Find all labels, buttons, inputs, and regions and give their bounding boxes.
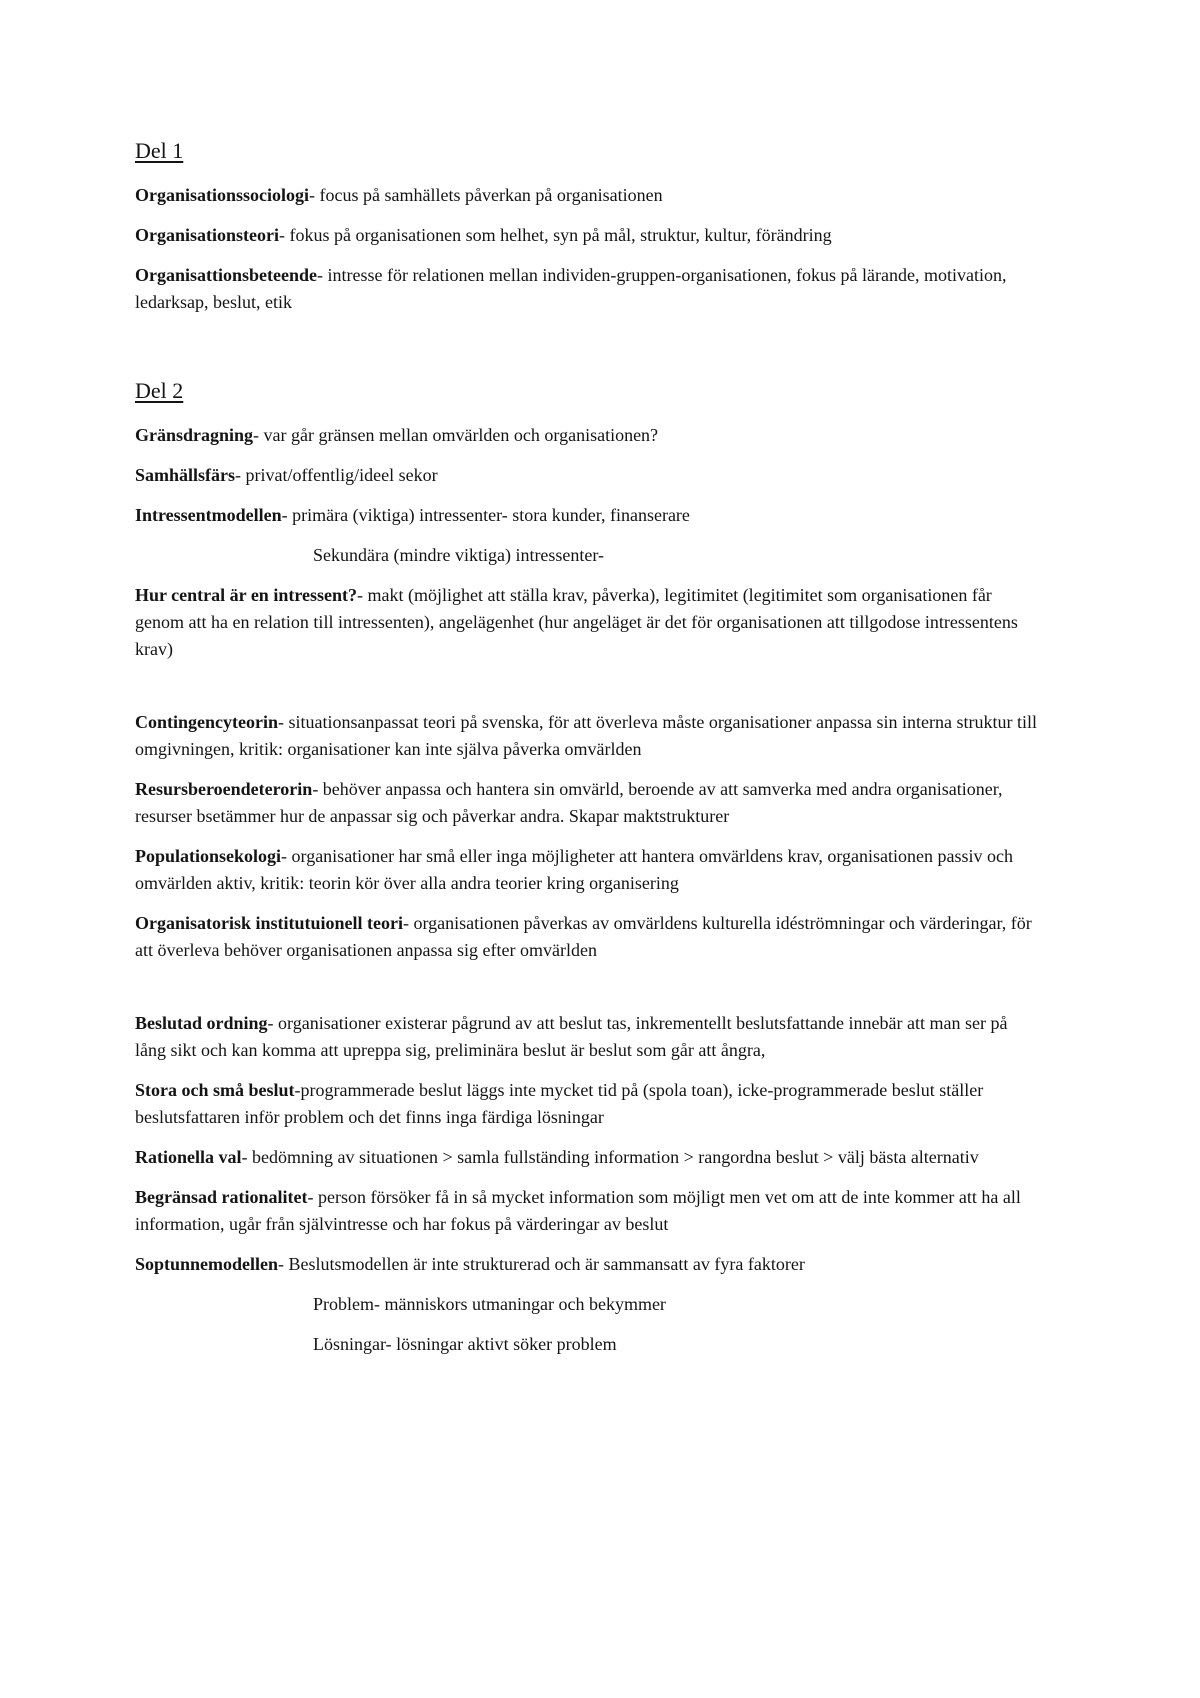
term-label: Gränsdragning	[135, 425, 254, 445]
section-del-2	[135, 376, 1037, 1358]
definition-text: - privat/offentlig/ideel sekor	[235, 465, 438, 485]
definition-paragraph	[135, 1077, 1037, 1131]
term-label: Contingencyteorin	[135, 712, 278, 732]
definition-text: - fokus på organisationen som helhet, syn på mål, struktur, kultur, förändring	[279, 225, 832, 245]
term-label: Beslutad ordning	[135, 1013, 268, 1033]
definition-text: - organisationen påverkas av omvärldens kulturella idéströmningar och värderingar, för att överleva behöver organisationen anpassa sig efter omvärlden	[135, 913, 1032, 960]
note-line	[313, 542, 1037, 569]
term-label: Rationella val	[135, 1147, 242, 1167]
definition-paragraph	[135, 1010, 1037, 1064]
definition-text: - makt (möjlighet att ställa krav, påverka), legitimitet (legitimitet som organisationen får genom att ha en relation till intressenten), angelägenhet (hur angeläget är det för organisationen att tillgodose intressentens krav)	[135, 585, 1018, 659]
section-heading: Del 1	[135, 138, 184, 163]
definition-text: -programmerade beslut läggs inte mycket tid på (spola toan), icke-programmerade beslut ställer beslutsfattaren inför problem och det finns inga färdiga lösningar	[135, 1080, 984, 1127]
term-label: Populationsekologi	[135, 846, 282, 866]
definition-text: - Beslutsmodellen är inte strukturerad och är sammansatt av fyra faktorer	[278, 1254, 805, 1274]
definition-paragraph	[135, 582, 1037, 663]
definition-paragraph	[135, 776, 1037, 830]
definition-paragraph	[135, 843, 1037, 897]
definition-text: - primära (viktiga) intressenter- stora kunder, finanserare	[281, 505, 690, 525]
definition-paragraph	[135, 1144, 1037, 1171]
definition-paragraph	[135, 462, 1037, 489]
definition-text: - organisationer har små eller inga möjligheter att hantera omvärldens krav, organisationen passiv och omvärlden aktiv, kritik: teorin kör över alla andra teorier kring organisering	[135, 846, 1013, 893]
definition-paragraph	[135, 502, 1037, 529]
definition-text: - situationsanpassat teori på svenska, för att överleva måste organisationer anpassa sin interna struktur till omgivningen, kritik: organisationer kan inte själva påverka omvärlden	[135, 712, 1037, 759]
definition-paragraph	[135, 910, 1037, 964]
definition-text: - person försöker få in så mycket information som möjligt men vet om att de inte kommer att ha all information, ugår från självintresse och har fokus på värderingar av beslut	[135, 1187, 1021, 1234]
definition-text: Lösningar- lösningar aktivt söker problem	[313, 1334, 617, 1354]
definition-paragraph	[135, 422, 1037, 449]
definition-paragraph	[135, 1251, 1037, 1278]
note-line	[313, 1291, 1037, 1318]
definition-text: - behöver anpassa och hantera sin omvärld, beroende av att samverka med andra organisationer, resurser bsetämmer hur de anpassar sig och påverkar andra. Skapar maktstrukturer	[135, 779, 1003, 826]
section-del-1	[135, 136, 1037, 316]
definition-paragraph	[135, 1184, 1037, 1238]
section-heading: Del 2	[135, 378, 184, 403]
definition-text: - bedömning av situationen > samla fullständing information > rangordna beslut > välj bästa alternativ	[241, 1147, 979, 1167]
definition-text: Problem- människors utmaningar och bekymmer	[313, 1294, 666, 1314]
term-label: Organisationssociologi	[135, 185, 310, 205]
definition-paragraph	[135, 222, 1037, 249]
definition-paragraph	[135, 182, 1037, 209]
term-label: Organisatorisk institutuionell teori	[135, 913, 404, 933]
term-label: Samhällsfärs	[135, 465, 236, 485]
term-label: Soptunnemodellen	[135, 1254, 279, 1274]
term-label: Intressentmodellen	[135, 505, 282, 525]
notes-content	[135, 136, 1037, 1371]
note-line	[313, 1331, 1037, 1358]
term-label: Begränsad rationalitet	[135, 1187, 308, 1207]
definition-paragraph	[135, 709, 1037, 763]
term-label: Stora och små beslut	[135, 1080, 295, 1100]
definition-paragraph	[135, 262, 1037, 316]
definition-text: - var går gränsen mellan omvärlden och organisationen?	[253, 425, 659, 445]
definition-text: - intresse för relationen mellan individen-gruppen-organisationen, fokus på lärande, motivation, ledarksap, beslut, etik	[135, 265, 1007, 312]
term-label: Resursberoendeterorin	[135, 779, 313, 799]
definition-text: Sekundära (mindre viktiga) intressenter-	[313, 545, 605, 565]
term-label: Organisattionsbeteende	[135, 265, 317, 285]
definition-text: - organisationer existerar pågrund av att beslut tas, inkrementellt beslutsfattande innebär att man ser på lång sikt och kan komma att upreppa sig, preliminära beslut är beslut som går att ångra,	[135, 1013, 1008, 1060]
term-label: Hur central är en intressent?	[135, 585, 357, 605]
term-label: Organisationsteori	[135, 225, 279, 245]
definition-text: - focus på samhällets påverkan på organisationen	[309, 185, 663, 205]
